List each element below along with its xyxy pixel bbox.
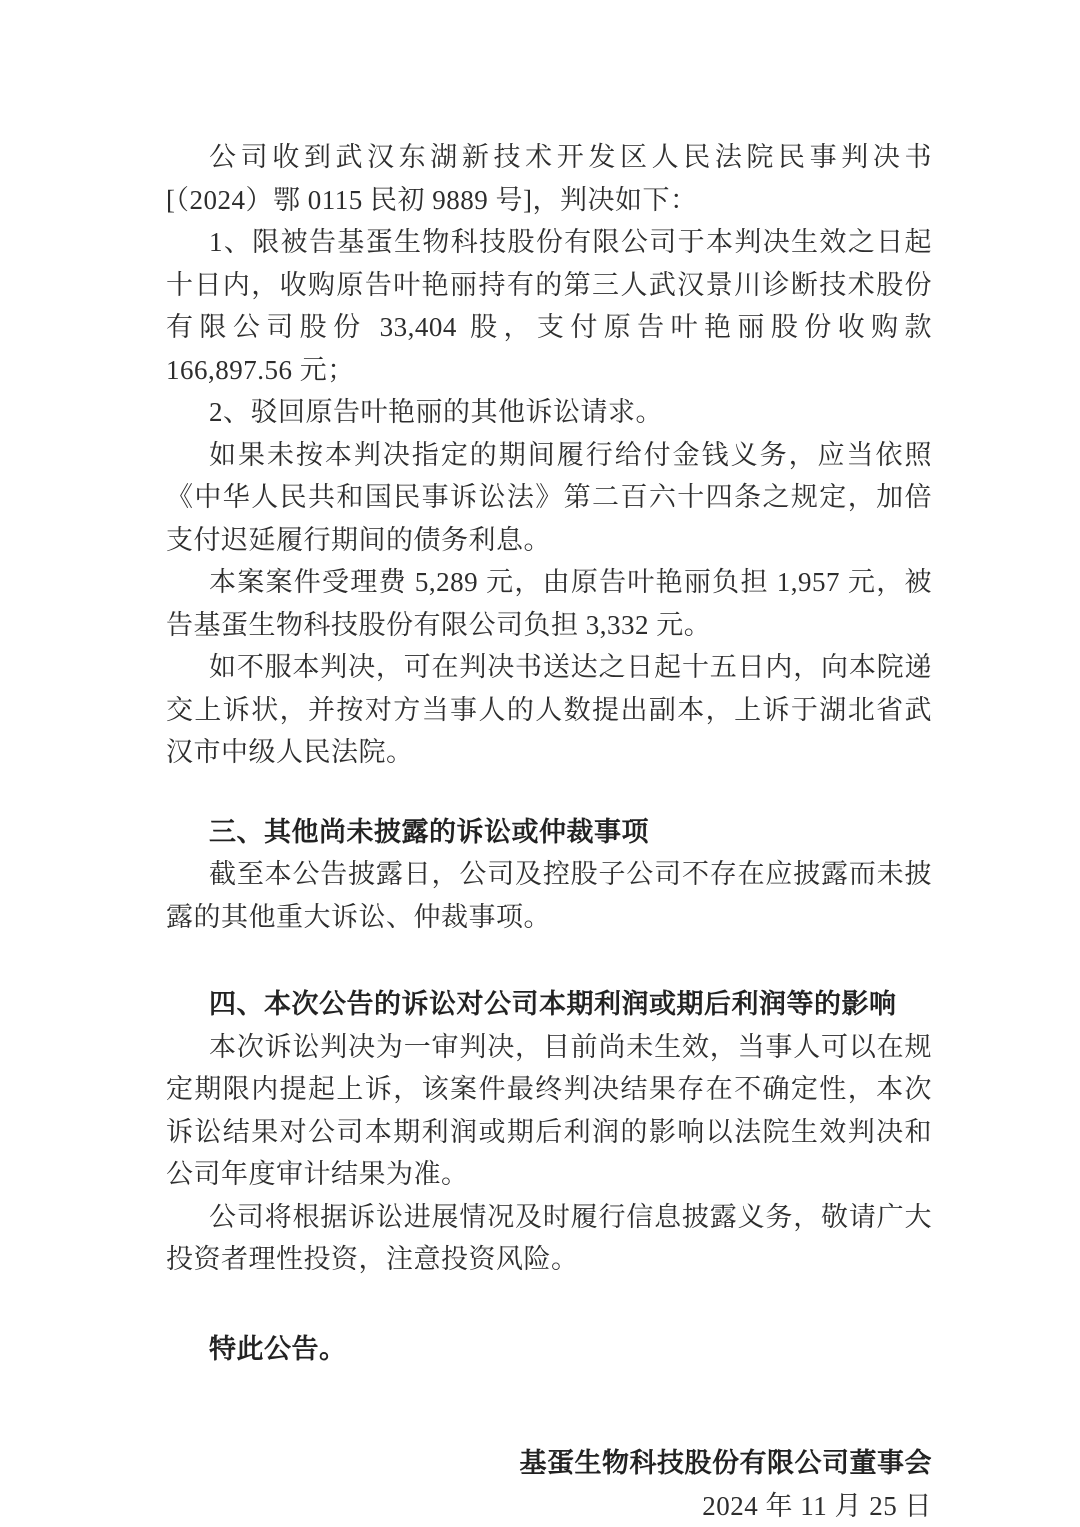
para-section-four-body-2: 公司将根据诉讼进展情况及时履行信息披露义务，敬请广大投资者理性投资，注意投资风险。 — [166, 1201, 932, 1274]
closing-statement: 特此公告。 — [209, 1333, 347, 1364]
section-heading-three: 三、其他尚未披露的诉讼或仲裁事项 — [209, 816, 649, 847]
para-section-three-body: 截至本公告披露日，公司及控股子公司不存在应披露而未披露的其他重大诉讼、仲裁事项。 — [166, 859, 932, 932]
signature-company: 基蛋生物科技股份有限公司董事会 — [519, 1448, 932, 1478]
document-body — [166, 136, 932, 1527]
para-late-performance: 如果未按本判决指定的期间履行给付金钱义务，应当依照《中华人民共和国民事诉讼法》第二百六十四条之规定，加倍支付迟延履行期间的债务利息。 — [166, 439, 932, 555]
signature-date: 2024 年 11 月 25 日 — [702, 1490, 932, 1521]
para-court-fees: 本案案件受理费 5,289 元，由原告叶艳丽负担 1,957 元，被告基蛋生物科技股份有限公司负担 3,332 元。 — [166, 567, 932, 640]
para-judgment-item-1: 1、限被告基蛋生物科技股份有限公司于本判决生效之日起十日内，收购原告叶艳丽持有的第三人武汉景川诊断技术股份有限公司股份 33,404 股，支付原告叶艳丽股份收购款 166,897.56 元； — [166, 227, 932, 385]
section-heading-four: 四、本次公告的诉讼对公司本期利润或期后利润等的影响 — [209, 989, 897, 1019]
para-judgment-item-2: 2、驳回原告叶艳丽的其他诉讼请求。 — [209, 397, 663, 427]
para-section-four-body-1: 本次诉讼判决为一审判决，目前尚未生效，当事人可以在规定期限内提起上诉，该案件最终判决结果存在不确定性，本次诉讼结果对公司本期利润或期后利润的影响以法院生效判决和公司年度审计结果为准。 — [166, 1031, 932, 1189]
para-appeal-rights: 如不服本判决，可在判决书送达之日起十五日内，向本院递交上诉状，并按对方当事人的人数提出副本，上诉于湖北省武汉市中级人民法院。 — [166, 652, 932, 767]
para-judgment-intro: 公司收到武汉东湖新技术开发区人民法院民事判决书[（2024）鄂 0115 民初 9889 号]，判决如下： — [166, 142, 932, 215]
